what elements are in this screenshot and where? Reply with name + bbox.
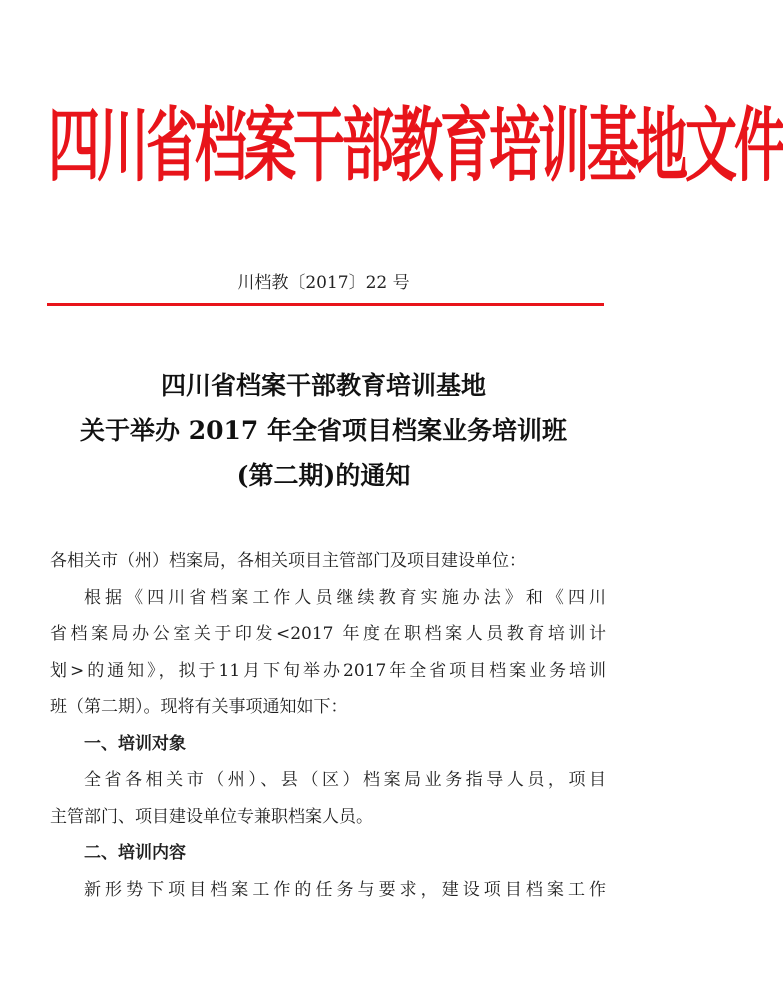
section-1-line: 主管部门、项目建设单位专兼职档案人员。 <box>50 806 373 827</box>
document-number: 川档教〔2017〕22 号 <box>237 273 410 293</box>
notice-body <box>50 543 606 908</box>
section-1-heading: 一、培训对象 <box>84 733 186 754</box>
intro-line: 根据《四川省档案工作人员继续教育实施办法》和《四川 <box>84 587 606 608</box>
intro-line: 省档案局办公室关于印发<2017 年度在职档案人员教育培训计 <box>50 624 606 644</box>
section-1-line: 全省各相关市（州）、县（区）档案局业务指导人员，项目 <box>84 770 606 790</box>
title-line-3: (第二期)的通知 <box>236 461 411 490</box>
section-2-line: 新形势下项目档案工作的任务与要求，建设项目档案工作 <box>84 879 606 900</box>
masthead-title: 四川省档案干部教育培训基地文件 <box>48 100 783 194</box>
red-divider-line <box>47 303 604 306</box>
title-line-1: 四川省档案干部教育培训基地 <box>160 371 486 400</box>
intro-line: 划>的通知》，拟于11月下旬举办2017年全省项目档案业务培训 <box>50 660 606 681</box>
salutation: 各相关市（州）档案局，各相关项目主管部门及项目建设单位： <box>50 551 526 571</box>
intro-line: 班（第二期）。现将有关事项通知如下： <box>50 697 348 717</box>
section-2-heading: 二、培训内容 <box>84 843 186 863</box>
title-line-2: 关于举办 2017 年全省项目档案业务培训班 <box>80 416 567 445</box>
notice-title <box>0 363 647 498</box>
